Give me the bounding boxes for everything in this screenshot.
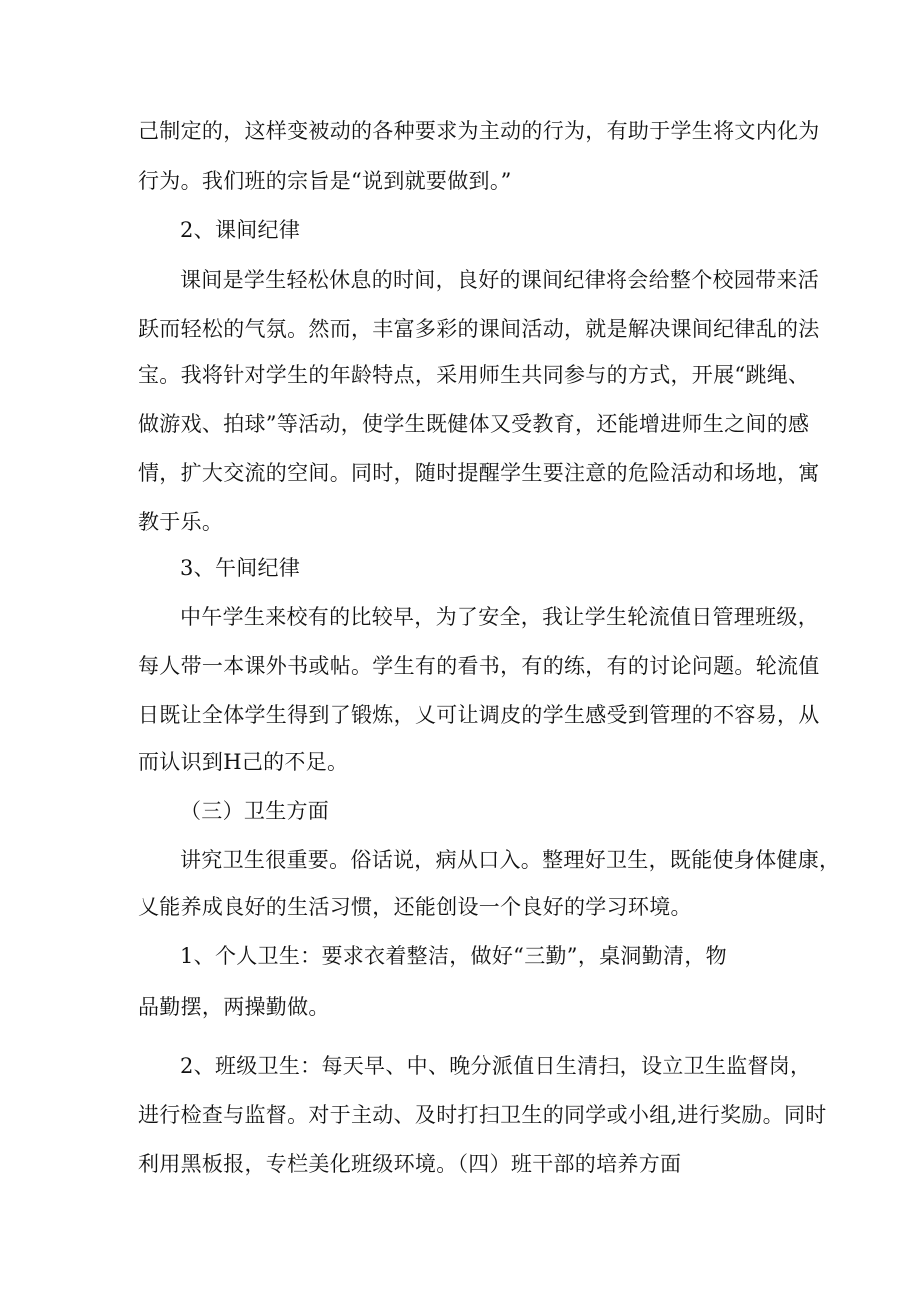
section-heading: （三）卫生方面 (180, 799, 330, 823)
paragraph-line: 而认识到H己的不足。 (138, 750, 349, 774)
paragraph-line: 1、个人卫生：要求衣着整洁，做好“三勤”，桌洞勤清，物 (180, 944, 727, 968)
paragraph-line: 2、班级卫生：每天早、中、晚分派值日生清扫，设立卫生监督岗， (180, 1054, 812, 1078)
section-heading: 2、课间纪律 (180, 218, 301, 242)
paragraph-line: 乂能养成良好的生活习惯，还能创设一个良好的学习环境。 (138, 895, 692, 919)
paragraph-line: 教于乐。 (138, 510, 224, 534)
paragraph-line: 中午学生来校有的比较早，为了安全，我让学生轮流值日管理班级， (180, 605, 819, 629)
section-heading: 3、午间纪律 (180, 556, 301, 580)
paragraph-line: 讲究卫生很重要。俗话说，病从口入。整理好卫生，既能使身体健康， (180, 848, 841, 872)
paragraph-line: 行为。我们班的宗旨是“说到就要做到。” (138, 169, 512, 193)
paragraph-line: 日既让全体学生得到了锻炼，乂可让调皮的学生感受到管理的不容易，从 (138, 703, 820, 727)
paragraph-line: 每人带一本课外书或帖。学生有的看书，有的练，有的讨论问题。轮流值 (138, 654, 820, 678)
paragraph-line: 宝。我将针对学生的年龄特点，采用师生共同参与的方式，开展“跳绳、 (138, 363, 810, 387)
paragraph-line: 进行检查与监督。对于主动、及时打扫卫生的同学或小组,进行奖励。同时 (138, 1103, 827, 1127)
paragraph-line: 课间是学生轻松休息的时间，良好的课间纪律将会给整个校园带来活 (180, 268, 819, 292)
paragraph-line: 跃而轻松的气氛。然而，丰富多彩的课间活动，就是解决课间纪律乱的法 (138, 317, 820, 341)
paragraph-line: 品勤摆，两操勤做。 (138, 995, 330, 1019)
paragraph-line: 利用黑板报，专栏美化班级环境。（四）班干部的培养方面 (138, 1152, 682, 1176)
paragraph-line: 己制定的，这样变被动的各种要求为主动的行为，有助于学生将文内化为 (138, 119, 820, 143)
paragraph-line: 情，扩大交流的空间。同时，随时提醒学生要注意的危险活动和场地，寓 (138, 461, 820, 485)
paragraph-line: 做游戏、拍球”等活动，使学生既健体又受教育，还能增进师生之间的感 (138, 412, 810, 436)
